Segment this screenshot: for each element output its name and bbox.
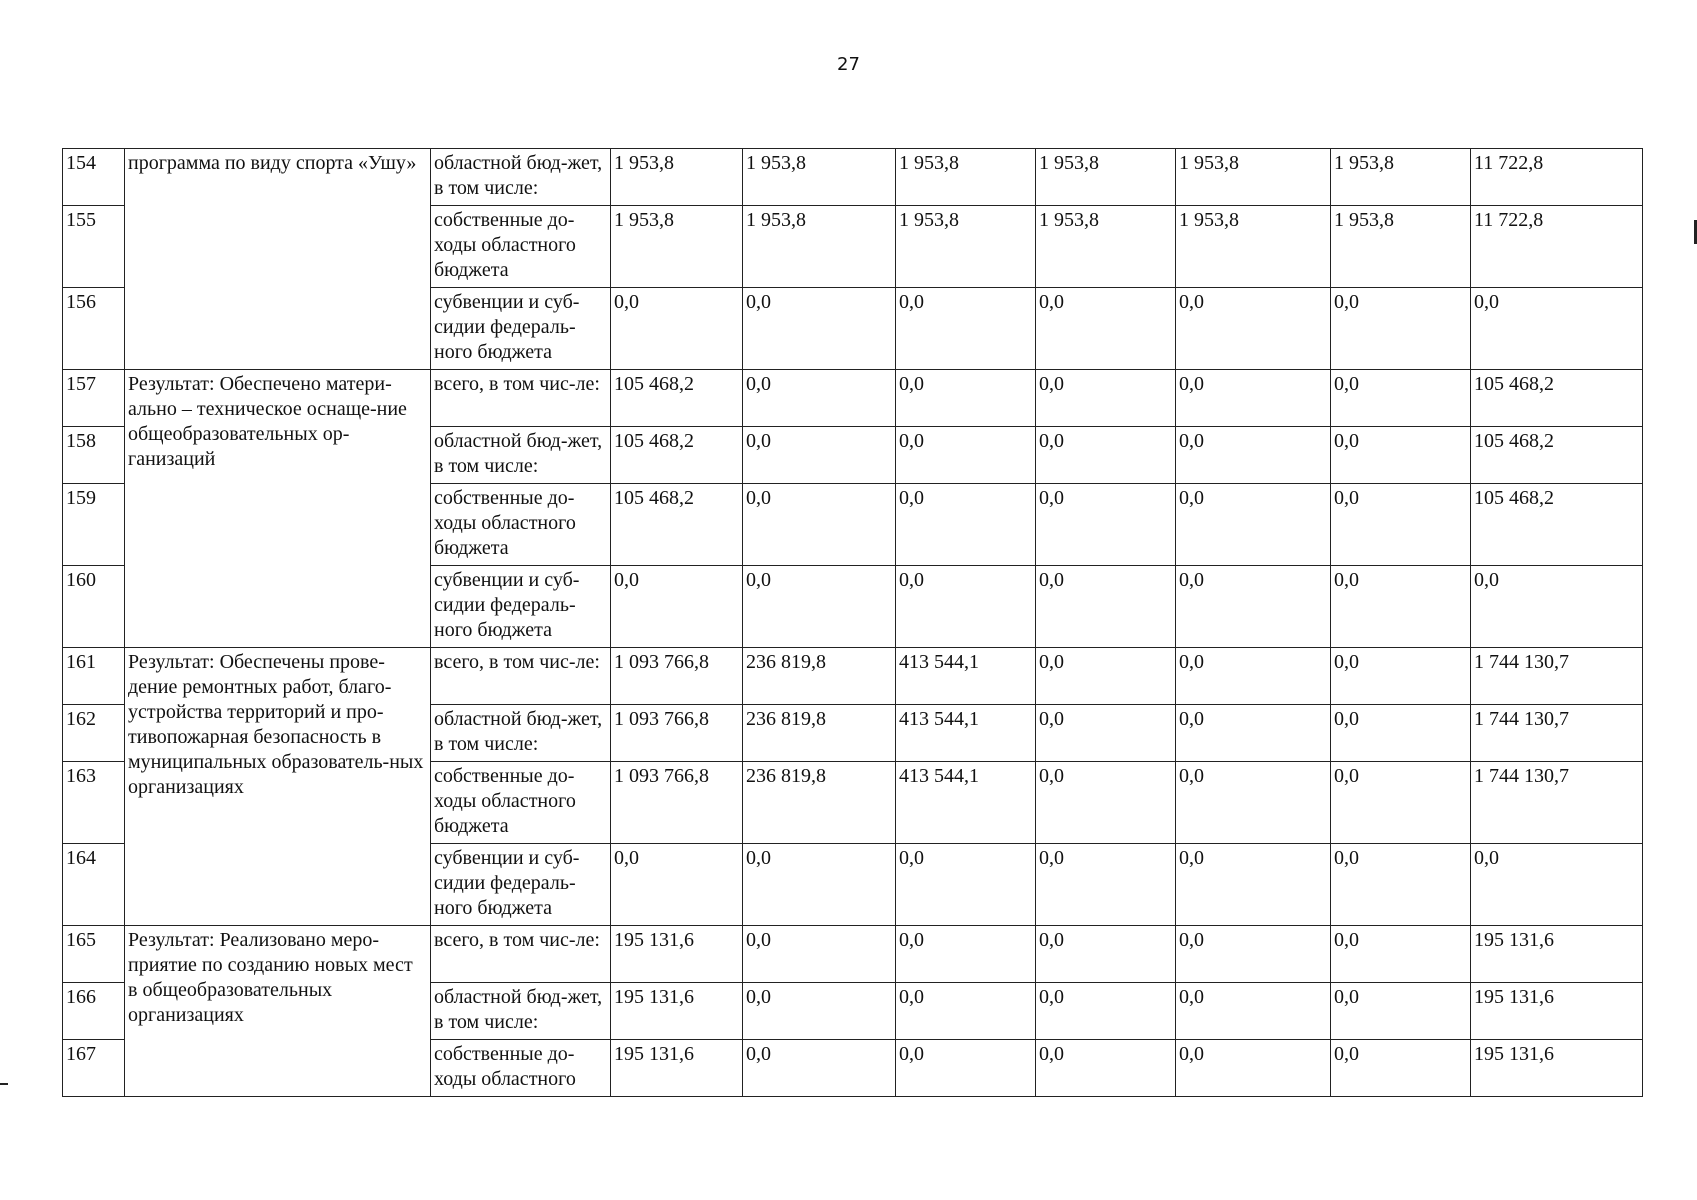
funding-source: областной бюд-жет, в том числе: — [434, 430, 603, 477]
table-row — [63, 370, 1643, 427]
total-value-cell: 105 468,2 — [1471, 427, 1643, 484]
year-value-cell: 0,0 — [1176, 427, 1331, 484]
year-value-cell: 195 131,6 — [611, 926, 743, 983]
row-number-cell: 164 — [63, 844, 125, 926]
year-value-cell: 0,0 — [1331, 762, 1471, 844]
year-value-cell: 0,0 — [896, 288, 1036, 370]
funding-source: собственные до-ходы областного бюджета — [434, 765, 576, 837]
year-value-cell: 0,0 — [1176, 648, 1331, 705]
year-value-cell: 0,0 — [896, 844, 1036, 926]
year-value-cell: 236 819,8 — [743, 762, 896, 844]
year-value-cell: 0,0 — [743, 983, 896, 1040]
total-value-cell: 195 131,6 — [1471, 926, 1643, 983]
year-value-cell: 0,0 — [1036, 370, 1176, 427]
year-value-cell: 1 953,8 — [1176, 206, 1331, 288]
total-value-cell: 1 744 130,7 — [1471, 762, 1643, 844]
year-value-cell: 0,0 — [743, 288, 896, 370]
year-value-cell: 0,0 — [1331, 288, 1471, 370]
total-value-cell: 1 744 130,7 — [1471, 648, 1643, 705]
row-number-cell: 160 — [63, 566, 125, 648]
year-value-cell: 0,0 — [1176, 566, 1331, 648]
year-value-cell: 0,0 — [743, 566, 896, 648]
activity-description: Результат: Обеспечено матери-ально – техническое оснаще-ние общеобразовательных ор-ганизаций — [128, 373, 407, 470]
activity-description-cell — [125, 149, 431, 370]
funding-source: областной бюд-жет, в том числе: — [434, 986, 603, 1033]
year-value-cell: 413 544,1 — [896, 648, 1036, 705]
year-value-cell: 1 953,8 — [1331, 149, 1471, 206]
year-value-cell: 105 468,2 — [611, 427, 743, 484]
funding-source: областной бюд-жет, в том числе: — [434, 708, 603, 755]
funding-source: собственные до-ходы областного бюджета — [434, 209, 576, 281]
year-value-cell: 0,0 — [1176, 370, 1331, 427]
year-value-cell: 0,0 — [1331, 566, 1471, 648]
funding-source-cell — [431, 705, 611, 762]
year-value-cell: 0,0 — [1036, 648, 1176, 705]
funding-source-cell — [431, 1040, 611, 1097]
year-value-cell: 1 953,8 — [896, 206, 1036, 288]
year-value-cell: 0,0 — [1176, 926, 1331, 983]
funding-source-cell — [431, 926, 611, 983]
year-value-cell: 0,0 — [896, 484, 1036, 566]
row-number-cell: 158 — [63, 427, 125, 484]
activity-description-cell — [125, 926, 431, 1097]
year-value-cell: 105 468,2 — [611, 484, 743, 566]
activity-description: Результат: Обеспечены прове-дение ремонтных работ, благо-устройства территорий и про-тивопожарная безопасность в муниципальных образователь-ных организациях — [128, 651, 424, 798]
funding-source: субвенции и суб-сидии федераль-ного бюджета — [434, 569, 580, 641]
funding-source-cell — [431, 288, 611, 370]
total-value-cell: 1 744 130,7 — [1471, 705, 1643, 762]
funding-source-cell — [431, 370, 611, 427]
year-value-cell: 0,0 — [1176, 288, 1331, 370]
funding-source: всего, в том чис-ле: — [434, 373, 600, 395]
year-value-cell: 0,0 — [896, 370, 1036, 427]
funding-source-cell — [431, 566, 611, 648]
funding-source-cell — [431, 484, 611, 566]
year-value-cell: 0,0 — [1331, 484, 1471, 566]
funding-source: собственные до-ходы областного — [434, 1043, 576, 1090]
year-value-cell: 0,0 — [611, 844, 743, 926]
row-number-cell: 156 — [63, 288, 125, 370]
year-value-cell: 0,0 — [1036, 427, 1176, 484]
year-value-cell: 1 093 766,8 — [611, 705, 743, 762]
total-value-cell: 0,0 — [1471, 566, 1643, 648]
row-number-cell: 154 — [63, 149, 125, 206]
year-value-cell: 1 953,8 — [896, 149, 1036, 206]
year-value-cell: 0,0 — [743, 370, 896, 427]
funding-source-cell — [431, 427, 611, 484]
row-number-cell: 166 — [63, 983, 125, 1040]
page-number: 27 — [837, 54, 860, 75]
year-value-cell: 1 953,8 — [743, 149, 896, 206]
year-value-cell: 0,0 — [1176, 762, 1331, 844]
table-row — [63, 648, 1643, 705]
funding-source-cell — [431, 762, 611, 844]
row-number-cell: 165 — [63, 926, 125, 983]
year-value-cell: 105 468,2 — [611, 370, 743, 427]
year-value-cell: 0,0 — [1036, 484, 1176, 566]
year-value-cell: 0,0 — [743, 1040, 896, 1097]
table-row — [63, 926, 1643, 983]
activity-description: программа по виду спорта «Ушу» — [128, 152, 417, 174]
row-number-cell: 159 — [63, 484, 125, 566]
year-value-cell: 0,0 — [896, 926, 1036, 983]
year-value-cell: 1 093 766,8 — [611, 648, 743, 705]
year-value-cell: 1 953,8 — [611, 149, 743, 206]
year-value-cell: 0,0 — [1176, 844, 1331, 926]
funding-source-cell — [431, 206, 611, 288]
row-number-cell: 163 — [63, 762, 125, 844]
budget-table-container — [62, 148, 1642, 1097]
year-value-cell: 0,0 — [1331, 648, 1471, 705]
year-value-cell: 413 544,1 — [896, 762, 1036, 844]
funding-source: всего, в том чис-ле: — [434, 929, 600, 951]
year-value-cell: 413 544,1 — [896, 705, 1036, 762]
funding-source: собственные до-ходы областного бюджета — [434, 487, 576, 559]
funding-source: субвенции и суб-сидии федераль-ного бюджета — [434, 847, 580, 919]
year-value-cell: 0,0 — [1331, 705, 1471, 762]
row-number-cell: 157 — [63, 370, 125, 427]
row-number-cell: 161 — [63, 648, 125, 705]
activity-description: Результат: Реализовано меро-приятие по созданию новых мест в общеобразовательных организациях — [128, 929, 413, 1026]
activity-description-cell — [125, 648, 431, 926]
year-value-cell: 0,0 — [1331, 983, 1471, 1040]
total-value-cell: 0,0 — [1471, 844, 1643, 926]
year-value-cell: 0,0 — [743, 926, 896, 983]
total-value-cell: 105 468,2 — [1471, 370, 1643, 427]
year-value-cell: 1 953,8 — [1036, 149, 1176, 206]
year-value-cell: 0,0 — [743, 844, 896, 926]
year-value-cell: 0,0 — [743, 484, 896, 566]
funding-source-cell — [431, 149, 611, 206]
year-value-cell: 1 093 766,8 — [611, 762, 743, 844]
year-value-cell: 0,0 — [743, 427, 896, 484]
year-value-cell: 0,0 — [1036, 983, 1176, 1040]
year-value-cell: 1 953,8 — [1036, 206, 1176, 288]
year-value-cell: 0,0 — [1176, 983, 1331, 1040]
year-value-cell: 195 131,6 — [611, 1040, 743, 1097]
funding-source: субвенции и суб-сидии федераль-ного бюджета — [434, 291, 580, 363]
year-value-cell: 0,0 — [1331, 370, 1471, 427]
year-value-cell: 0,0 — [1176, 705, 1331, 762]
row-number-cell: 167 — [63, 1040, 125, 1097]
year-value-cell: 1 953,8 — [611, 206, 743, 288]
row-number-cell: 155 — [63, 206, 125, 288]
funding-source: всего, в том чис-ле: — [434, 651, 600, 673]
year-value-cell: 1 953,8 — [743, 206, 896, 288]
total-value-cell: 0,0 — [1471, 288, 1643, 370]
year-value-cell: 0,0 — [1331, 926, 1471, 983]
total-value-cell: 11 722,8 — [1471, 149, 1643, 206]
funding-source-cell — [431, 983, 611, 1040]
year-value-cell: 0,0 — [1331, 1040, 1471, 1097]
year-value-cell: 0,0 — [896, 1040, 1036, 1097]
year-value-cell: 0,0 — [1331, 427, 1471, 484]
year-value-cell: 0,0 — [1176, 484, 1331, 566]
year-value-cell: 0,0 — [1176, 1040, 1331, 1097]
funding-source-cell — [431, 844, 611, 926]
year-value-cell: 0,0 — [896, 427, 1036, 484]
year-value-cell: 0,0 — [1036, 288, 1176, 370]
year-value-cell: 236 819,8 — [743, 705, 896, 762]
year-value-cell: 0,0 — [1036, 1040, 1176, 1097]
year-value-cell: 0,0 — [1036, 762, 1176, 844]
year-value-cell: 0,0 — [1036, 844, 1176, 926]
total-value-cell: 105 468,2 — [1471, 484, 1643, 566]
year-value-cell: 0,0 — [896, 983, 1036, 1040]
budget-table-body — [63, 149, 1643, 1097]
year-value-cell: 0,0 — [611, 566, 743, 648]
funding-source: областной бюд-жет, в том числе: — [434, 152, 603, 199]
year-value-cell: 0,0 — [1331, 844, 1471, 926]
table-row — [63, 149, 1643, 206]
year-value-cell: 195 131,6 — [611, 983, 743, 1040]
year-value-cell: 0,0 — [896, 566, 1036, 648]
year-value-cell: 0,0 — [1036, 705, 1176, 762]
funding-source-cell — [431, 648, 611, 705]
margin-tick-mark — [0, 1083, 8, 1085]
total-value-cell: 195 131,6 — [1471, 983, 1643, 1040]
total-value-cell: 11 722,8 — [1471, 206, 1643, 288]
year-value-cell: 0,0 — [1036, 566, 1176, 648]
year-value-cell: 1 953,8 — [1331, 206, 1471, 288]
year-value-cell: 0,0 — [611, 288, 743, 370]
year-value-cell: 236 819,8 — [743, 648, 896, 705]
activity-description-cell — [125, 370, 431, 648]
row-number-cell: 162 — [63, 705, 125, 762]
total-value-cell: 195 131,6 — [1471, 1040, 1643, 1097]
budget-table — [62, 148, 1643, 1097]
year-value-cell: 1 953,8 — [1176, 149, 1331, 206]
year-value-cell: 0,0 — [1036, 926, 1176, 983]
